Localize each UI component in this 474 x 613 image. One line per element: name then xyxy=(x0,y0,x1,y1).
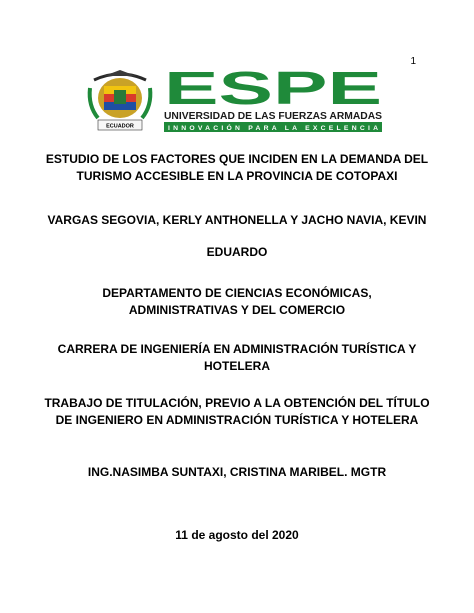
date: 11 de agosto del 2020 xyxy=(175,528,299,542)
logo-motto: INNOVACIÓN PARA LA EXCELENCIA xyxy=(168,124,378,132)
espe-logo xyxy=(84,66,386,134)
department-line-1: DEPARTAMENTO DE CIENCIAS ECONÓMICAS, xyxy=(102,286,372,300)
degree-statement xyxy=(40,395,434,429)
career-line-1: CARRERA DE INGENIERÍA EN ADMINISTRACIÓN TURÍSTICA Y xyxy=(57,342,417,356)
department-line-2: ADMINISTRATIVAS Y DEL COMERCIO xyxy=(128,303,346,317)
crest-label: ECUADOR xyxy=(106,123,134,130)
title-line-1: ESTUDIO DE LOS FACTORES QUE INCIDEN EN LA DEMANDA DEL xyxy=(45,152,429,166)
page-number: 1 xyxy=(410,56,416,67)
career-line-2: HOTELERA xyxy=(204,359,270,373)
career xyxy=(40,341,434,375)
logo-university: UNIVERSIDAD DE LAS FUERZAS ARMADAS xyxy=(164,110,382,122)
department xyxy=(40,285,434,319)
crest-icon xyxy=(90,70,151,130)
logo-acronym: ESPE xyxy=(164,66,382,114)
degree-line-2: DE INGENIERO EN ADMINISTRACIÓN TURÍSTICA Y HOTELERA xyxy=(55,413,419,427)
thesis-title xyxy=(40,151,434,185)
director: ING.NASIMBA SUNTAXI, CRISTINA MARIBEL. MGTR xyxy=(87,465,387,479)
degree-line-1: TRABAJO DE TITULACIÓN, PREVIO A LA OBTENCIÓN DEL TÍTULO xyxy=(44,396,430,410)
authors-line-1: VARGAS SEGOVIA, KERLY ANTHONELLA Y JACHO NAVIA, KEVIN xyxy=(47,213,427,227)
authors xyxy=(40,212,434,261)
authors-line-2: EDUARDO xyxy=(206,245,268,259)
title-line-2: TURISMO ACCESIBLE EN LA PROVINCIA DE COTOPAXI xyxy=(76,169,398,183)
